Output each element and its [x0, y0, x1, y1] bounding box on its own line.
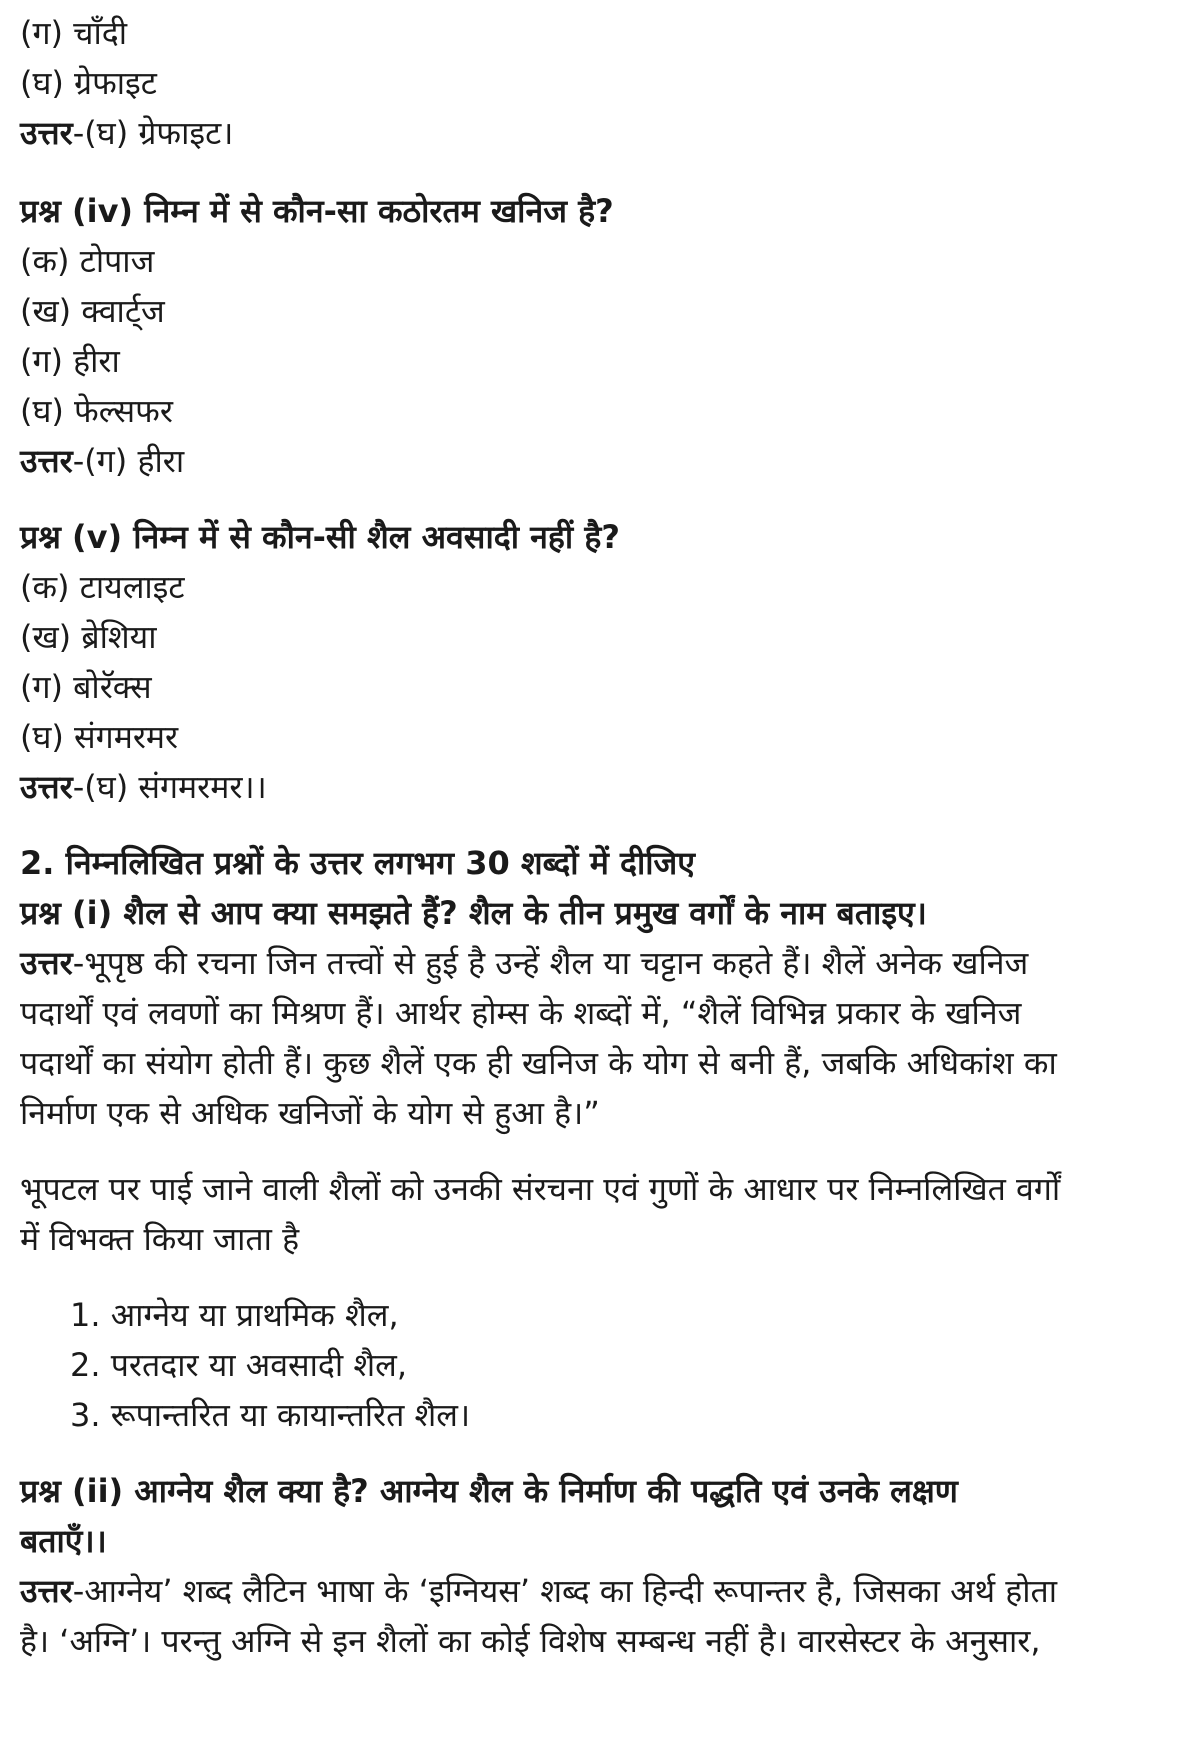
answer-line: है। ‘अग्नि’। परन्तु अग्नि से इन शैलों का कोई विशेष सम्बन्ध नहीं है। वारसेस्टर के अनुसार, — [20, 1622, 1041, 1660]
answer-line: पदार्थों एवं लवणों का मिश्रण हैं। आर्थर होम्स के शब्दों में, “शैलें विभिन्न प्रकार के खनिज — [20, 994, 1022, 1032]
option-line: (ख) ब्रेशिया — [20, 618, 157, 656]
answer-line — [20, 436, 1172, 486]
answer-text: -(घ) संगमरमर।। — [72, 768, 267, 806]
answer-line — [20, 762, 1172, 812]
option-line: (ग) चाँदी — [20, 14, 128, 52]
question-ii-cont: बताएँ।। — [20, 1522, 107, 1560]
option-line: (क) टायलाइट — [20, 568, 185, 606]
option-line: (घ) फेल्सफर — [20, 392, 173, 430]
option-line: (क) टोपाज — [20, 242, 155, 280]
answer-text: -आग्नेय’ शब्द लैटिन भाषा के ‘इग्नियस’ शब्द का हिन्दी रूपान्तर है, जिसका अर्थ होता — [72, 1572, 1058, 1610]
answer-label: उत्तर — [20, 944, 73, 982]
answer-text: -भूपृष्ठ की रचना जिन तत्त्वों से हुई है उन्हें शैल या चट्टान कहते हैं। शैलें अनेक खनिज — [72, 944, 1029, 982]
question-iv: प्रश्न (iv) निम्न में से कौन-सा कठोरतम खनिज है? — [20, 192, 614, 230]
option-line: (ग) बोरॅक्स — [20, 668, 152, 706]
answer-line: निर्माण एक से अधिक खनिजों के योग से हुआ है।” — [20, 1094, 600, 1132]
answer-text: -(घ) ग्रेफाइट। — [72, 114, 234, 152]
answer-label: उत्तर — [20, 1572, 73, 1610]
question-ii: प्रश्न (ii) आग्नेय शैल क्या है? आग्नेय शैल के निर्माण की पद्धति एवं उनके लक्षण — [20, 1472, 958, 1510]
paragraph-line: भूपटल पर पाई जाने वाली शैलों को उनकी संरचना एवं गुणों के आधार पर निम्नलिखित वर्गों — [20, 1170, 1061, 1208]
list-item: 1. आग्नेय या प्राथमिक शैल, — [70, 1296, 399, 1334]
answer-label: उत्तर — [20, 442, 73, 480]
paragraph-line: में विभक्त किया जाता है — [20, 1220, 300, 1258]
question-v: प्रश्न (v) निम्न में से कौन-सी शैल अवसादी नहीं है? — [20, 518, 620, 556]
answer-line — [20, 1566, 1172, 1616]
answer-text: -(ग) हीरा — [72, 442, 185, 480]
answer-label: उत्तर — [20, 114, 73, 152]
question-i: प्रश्न (i) शैल से आप क्या समझते हैं? शैल के तीन प्रमुख वर्गों के नाम बताइए। — [20, 894, 927, 932]
answer-line — [20, 108, 1172, 158]
option-line: (ग) हीरा — [20, 342, 120, 380]
section-heading: 2. निम्नलिखित प्रश्नों के उत्तर लगभग 30 शब्दों में दीजिए — [20, 844, 695, 882]
answer-line — [20, 938, 1172, 988]
option-line: (घ) ग्रेफाइट — [20, 64, 157, 102]
option-line: (घ) संगमरमर — [20, 718, 179, 756]
rock-classes-list — [20, 1290, 1172, 1440]
option-line: (ख) क्वार्ट्ज — [20, 292, 165, 330]
answer-line: पदार्थों का संयोग होती हैं। कुछ शैलें एक ही खनिज के योग से बनी हैं, जबकि अधिकांश का — [20, 1044, 1057, 1082]
answer-label: उत्तर — [20, 768, 73, 806]
list-item: 3. रूपान्तरित या कायान्तरित शैल। — [70, 1396, 471, 1434]
list-item: 2. परतदार या अवसादी शैल, — [70, 1346, 408, 1384]
